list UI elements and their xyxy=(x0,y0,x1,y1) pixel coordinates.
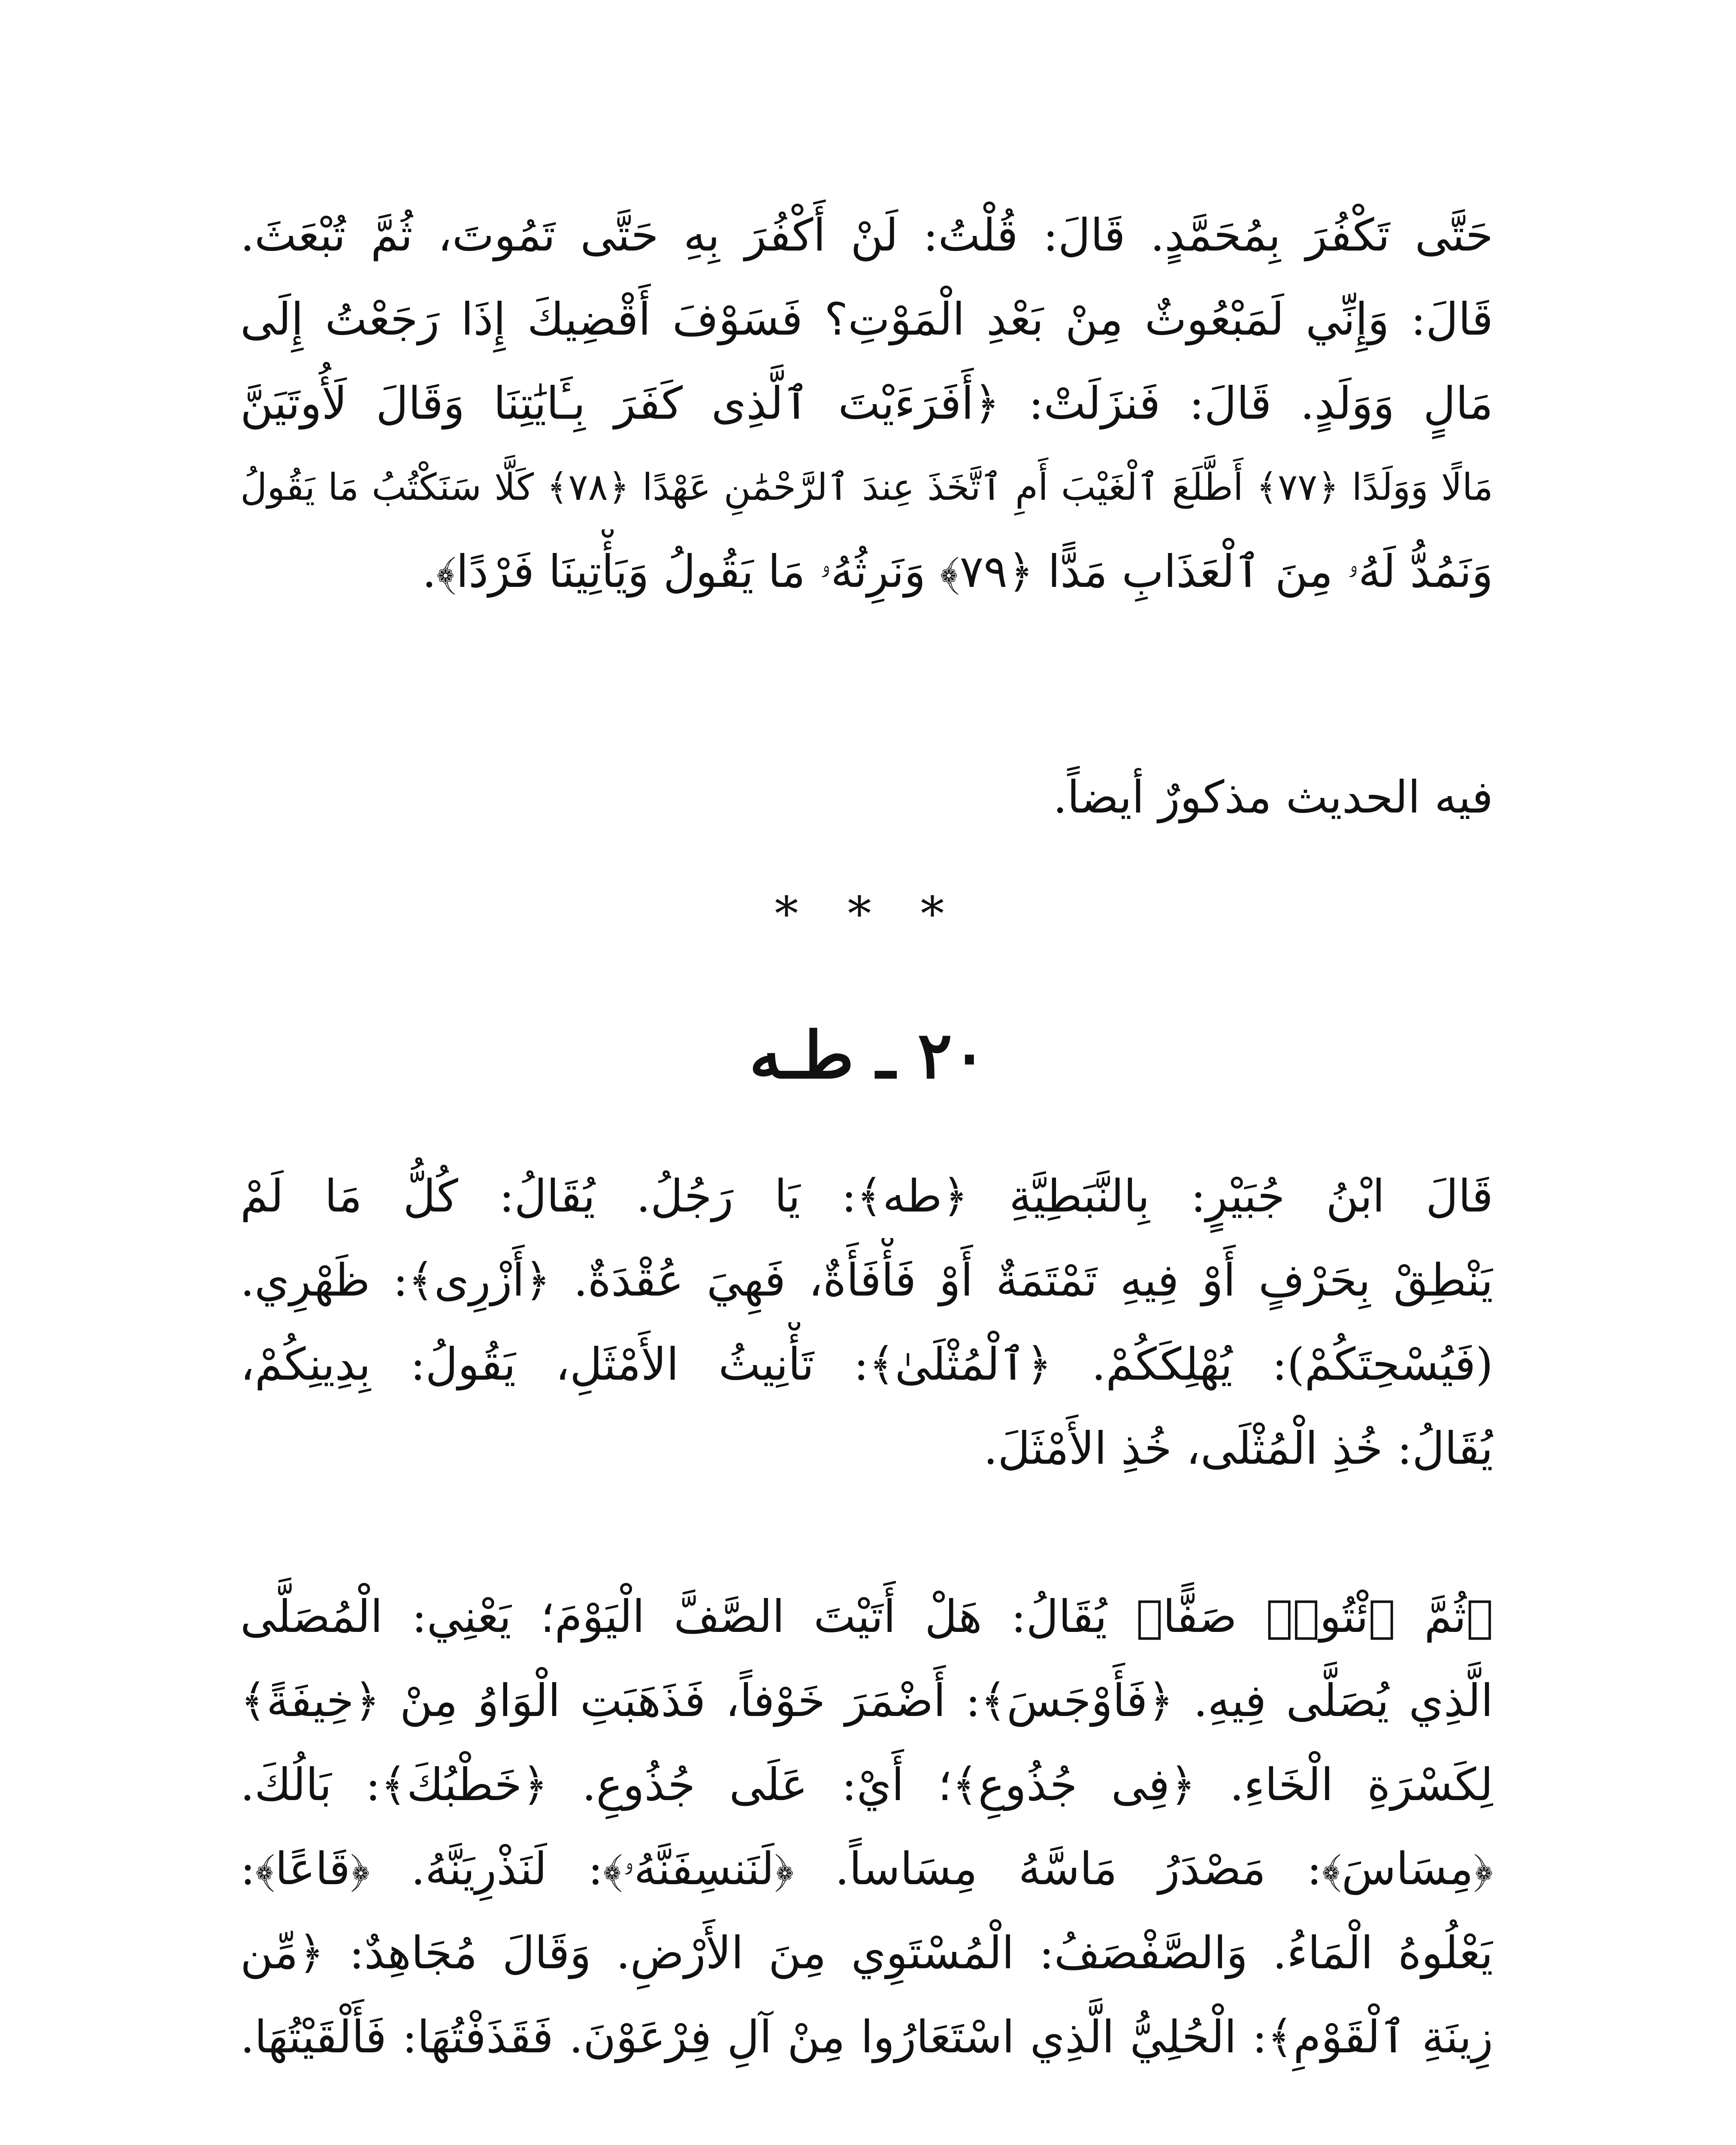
text-line: يَعْلُوهُ الْمَاءُ. وَالصَّفْصَفُ: الْمُسْتَوِي مِنَ الأَرْضِ. وَقَالَ مُجَاهِدٌ: ﴿مِّن xyxy=(240,1927,1493,1979)
text-line: ﴿مِسَاسَ﴾: مَصْدَرُ مَاسَّهُ مِسَاساً. ﴿لَنَنسِفَنَّهُۥ﴾: لَنَذْرِيَنَّهُ. ﴿قَاعًا﴾: xyxy=(240,1843,1493,1895)
quran-verse-line: وَنَمُدُّ لَهُۥ مِنَ ٱلْعَذَابِ مَدًّا ﴿٧٩﴾ وَنَرِثُهُۥ مَا يَقُولُ وَيَأْتِينَا فَرْدًا﴾. xyxy=(422,545,1493,598)
text-line: (فَيُسْحِتَكُمْ): يُهْلِكَكُمْ. ﴿ٱلْمُثْلَىٰ﴾: تَأْنِيثُ الأَمْثَلِ، يَقُولُ: بِدِينِكُمْ، xyxy=(240,1338,1493,1390)
hadith-passage xyxy=(240,193,1493,613)
text-line: يَنْطِقْ بِحَرْفٍ أَوْ فِيهِ تَمْتَمَةٌ أَوْ فَأْفَأَةٌ، فَهِيَ عُقْدَةٌ. ﴿أَزْرِى﴾: ظَهْرِي. xyxy=(240,1254,1493,1306)
text-line: ﴿ثُمَّ ٱئْتُوا۟ صَفًّا﴾ يُقَالُ: هَلْ أَتَيْتَ الصَّفَّ الْيَوْمَ؛ يَعْنِي: الْمُصَلَّى xyxy=(240,1590,1493,1643)
text-line: يُقَالُ: خُذِ الْمُثْلَى، خُذِ الأَمْثَلَ. xyxy=(983,1422,1493,1474)
text-line: زِينَةِ ٱلْقَوْمِ﴾: الْحُلِيُّ الَّذِي اسْتَعَارُوا مِنْ آلِ فِرْعَوْنَ. فَقَذَفْتُهَا: فَأَلْقَيْتُهَا. xyxy=(240,2011,1493,2063)
quran-verse-line: مَالًا وَوَلَدًا ﴿٧٧﴾ أَطَّلَعَ ٱلْغَيْبَ أَمِ ٱتَّخَذَ عِندَ ٱلرَّحْمَٰنِ عَهْدًا ﴿٧٨﴾ كَلَّا سَنَكْتُبُ مَا يَقُولُ xyxy=(240,466,1493,509)
text-line: مَالٍ وَوَلَدٍ. قَالَ: فَنزَلَتْ: ﴿أَفَرَءَيْتَ ٱلَّذِى كَفَرَ بِـَٔايَٰتِنَا وَقَالَ لَأُوتَيَنَّ xyxy=(240,377,1493,429)
text-line: حَتَّى تَكْفُرَ بِمُحَمَّدٍ. قَالَ: قُلْتُ: لَنْ أَكْفُرَ بِهِ حَتَّى تَمُوتَ، ثُمَّ تُبْعَثَ. xyxy=(240,209,1493,261)
section-title: ٢٠ ـ طـه xyxy=(749,1018,987,1093)
paragraph-1 xyxy=(240,1154,1493,1490)
text-line: الَّذِي يُصَلَّى فِيهِ. ﴿فَأَوْجَسَ﴾: أَضْمَرَ خَوْفاً، فَذَهَبَتِ الْوَاوُ مِنْ ﴿خِيفَةً﴾ xyxy=(240,1674,1493,1727)
paragraph-2 xyxy=(240,1574,1493,2079)
text-line: لِكَسْرَةِ الْخَاءِ. ﴿فِى جُذُوعِ﴾؛ أَيْ: عَلَى جُذُوعِ. ﴿خَطْبُكَ﴾: بَالُكَ. xyxy=(240,1758,1493,1811)
section-separator: * * * xyxy=(774,886,962,941)
note-line: فيه الحديث مذكورٌ أيضاً. xyxy=(1053,771,1493,823)
text-line: قَالَ ابْنُ جُبَيْرٍ: بِالنَّبَطِيَّةِ ﴿طه﴾: يَا رَجُلُ. يُقَالُ: كُلُّ مَا لَمْ xyxy=(240,1170,1493,1222)
text-line: قَالَ: وَإِنِّي لَمَبْعُوثٌ مِنْ بَعْدِ الْمَوْتِ؟ فَسَوْفَ أَقْضِيكَ إِذَا رَجَعْتُ إِلَى xyxy=(240,293,1493,345)
